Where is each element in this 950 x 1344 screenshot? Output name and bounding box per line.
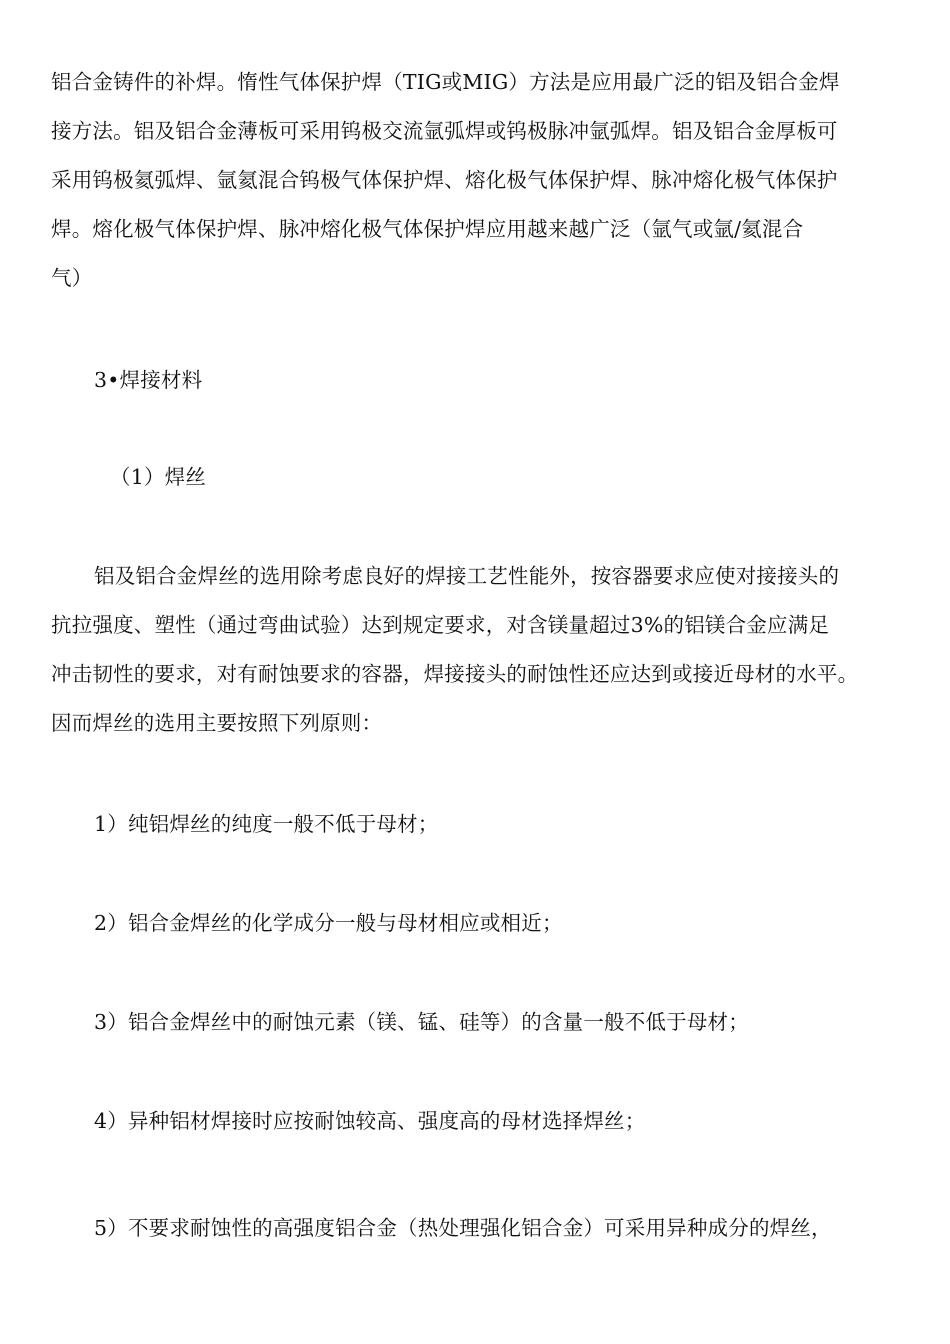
paragraph-line: 冲击韧性的要求，对有耐蚀要求的容器，焊接接头的耐蚀性还应达到或接近母材的水平。 [51,662,859,686]
paragraph-line: 采用钨极氦弧焊、氩氦混合钨极气体保护焊、熔化极气体保护焊、脉冲熔化极气体保护 [51,168,838,192]
subsection-heading: （1）焊丝 [110,465,207,489]
paragraph-line: 气） [51,266,93,290]
list-item: 3）铝合金焊丝中的耐蚀元素（镁、锰、硅等）的含量一般不低于母材； [94,1010,749,1034]
list-item: 5）不要求耐蚀性的高强度铝合金（热处理强化铝合金）可采用异种成分的焊丝， [94,1216,832,1240]
paragraph-line: 焊。熔化极气体保护焊、脉冲熔化极气体保护焊应用越来越广泛（氩气或氩/氦混合 [51,217,804,241]
paragraph-line: 接方法。铝及铝合金薄板可采用钨极交流氩弧焊或钨极脉冲氩弧焊。铝及铝合金厚板可 [51,119,838,143]
paragraph-line: 因而焊丝的选用主要按照下列原则： [51,711,383,735]
paragraph-line: 抗拉强度、塑性（通过弯曲试验）达到规定要求，对含镁量超过3%的铝镁合金应满足 [51,613,830,637]
paragraph-line: 铝合金铸件的补焊。惰性气体保护焊（TIG或MIG）方法是应用最广泛的铝及铝合金焊 [51,70,840,94]
list-item: 2）铝合金焊丝的化学成分一般与母材相应或相近； [94,911,563,935]
list-item: 4）异种铝材焊接时应按耐蚀较高、强度高的母材选择焊丝； [94,1109,646,1133]
paragraph-line: 铝及铝合金焊丝的选用除考虑良好的焊接工艺性能外，按容器要求应使对接接头的 [94,564,840,588]
list-item: 1）纯铝焊丝的纯度一般不低于母材； [94,812,439,836]
section-heading: 3•焊接材料 [94,368,203,392]
